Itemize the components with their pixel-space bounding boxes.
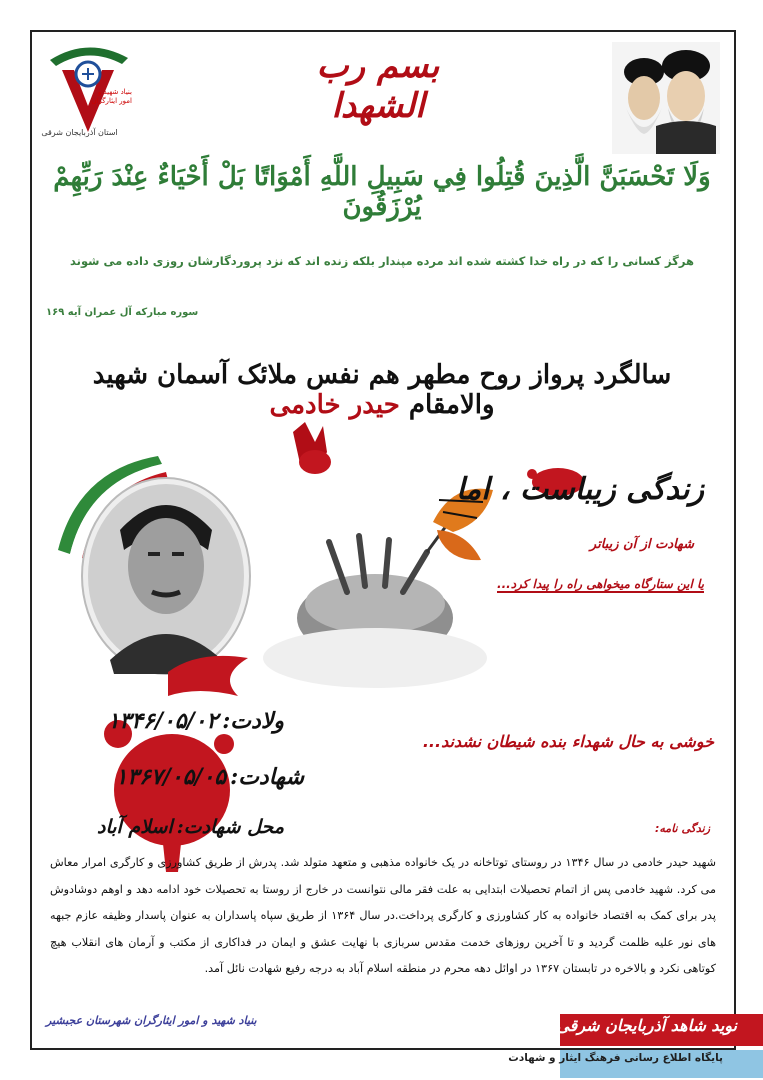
martyrdom-label: شهادت: — [230, 764, 304, 790]
quote-line-3: یا این ستارگاه میخواهی راه را پیدا کرد... — [497, 577, 704, 591]
place-label: محل شهادت: — [176, 816, 284, 838]
memorial-poster — [30, 30, 736, 1050]
birth-label: ولادت: — [222, 708, 284, 734]
publisher-signature: بنیاد شهید و امور ایثارگران شهرستان عجبشیر — [46, 1014, 257, 1027]
biography-text: شهید حیدر خادمی در سال ۱۳۴۶ در روستای توتاخانه در یک خانواده مذهبی و متعهد متولد شد. پدرش از طریق کشاورزی و کارگری امرار معاش می کرد. شهید خادمی پس از اتمام تحصیلات ابتدایی به علت فقر مالی نتوانست در خارج از روستا به تحصیلات خود ادامه دهد و اوهم دوشادوش پدر برای کمک به اقتصاد خانواده به کار کشاورزی و کارگری پرداخت.در سال ۱۳۶۴ از طریق سپاه پاسداران به عنوان پاسدار وظیفه عازم جبهه های نور علیه ظلمت گردید و تا آخرین روزهای خدمت مقدس سربازی با نهایت عشق و ایمان در فداکاری از مکتب و آرمان های انقلاب هیچ کوتاهی نکرد و بالاخره در تابستان ۱۳۶۷ در اوائل دهه محرم در منطقه اسلام آباد به درجه رفیع شهادت نائل آمد. — [50, 856, 717, 975]
leaders-portrait — [612, 42, 720, 154]
logo-tagline: بنیاد شهید و امور ایثارگران — [91, 88, 132, 105]
birth-row — [108, 708, 284, 734]
slogan: خوشی به حال شهداء بنده شیطان نشدند... — [422, 732, 714, 751]
verse-translation: هرگز کسانی را که در راه خدا کشته شده اند مرده مپندار بلکه زنده اند که نزد پروردگارشان روزی داده می شوند — [70, 254, 694, 268]
site-subtitle: پایگاه اطلاع رسانی فرهنگ ایثار و شهادت — [508, 1052, 723, 1064]
headline-prefix: سالگرد پرواز روح مطهر هم نفس ملائک آسمان شهید والامقام — [92, 360, 672, 420]
quote-line-1: زندگی زیباست ، اما — [455, 472, 704, 507]
logo-province: استان آذربایجان شرقی — [41, 128, 118, 137]
site-name: نوید شاهد آذربایجان شرقی — [556, 1016, 737, 1035]
place-row — [97, 816, 284, 838]
verse-reference: سوره مبارکه آل عمران آیه ۱۶۹ — [46, 307, 199, 318]
bismillah-title: بسم رب الشهدا — [316, 46, 440, 126]
memorial-headline — [62, 360, 702, 420]
place-value: اسلام آباد — [96, 816, 173, 838]
birth-date: ۱۳۴۶/۰۵/۰۲ — [107, 708, 219, 734]
martyr-name: حیدر خادمی — [269, 390, 400, 420]
martyrdom-row — [115, 764, 304, 790]
quote-line-2: شهادت از آن زیباتر — [589, 537, 694, 552]
martyr-portrait — [48, 450, 254, 700]
quran-verse: وَلَا تَحْسَبَنَّ الَّذِينَ قُتِلُوا فِي سَبِيلِ اللَّهِ أَمْوَاتًا بَلْ أَحْيَاءٌ عِنْدَ رَبِّهِمْ يُرْزَقُونَ — [53, 162, 711, 222]
martyrdom-date: ۱۳۶۷/۰۵/۰۵ — [115, 764, 227, 790]
bio-title: زندگی نامه: — [655, 822, 710, 835]
